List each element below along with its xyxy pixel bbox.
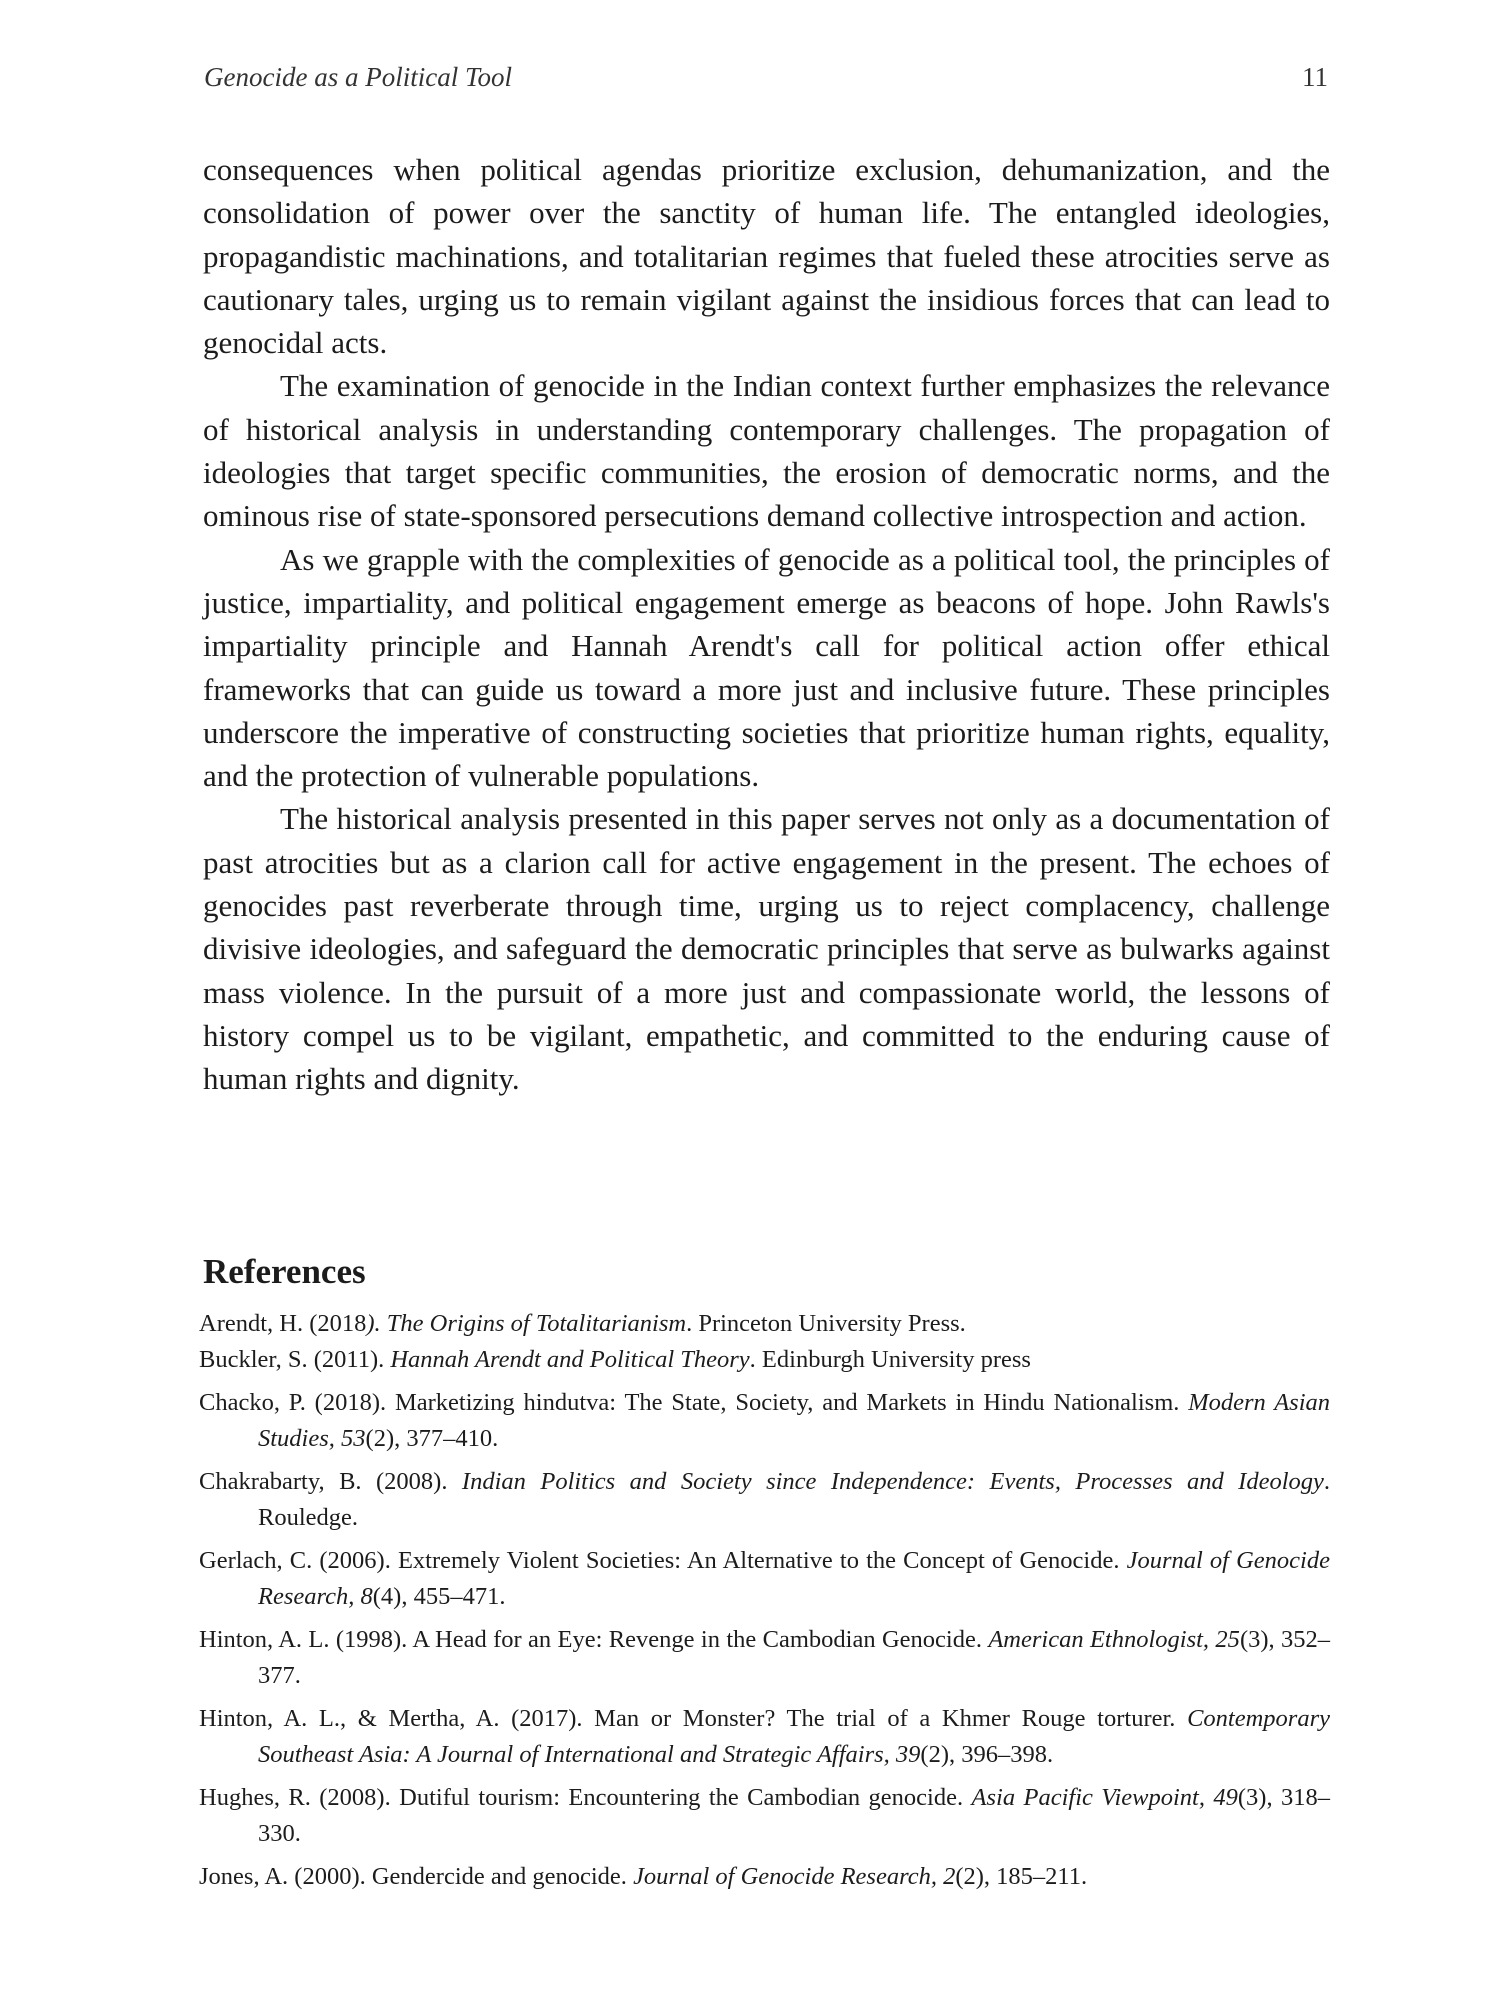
- body-text: [203, 148, 1330, 1101]
- reference-title: Indian Politics and Society since Independence: Events, Processes and Ideology: [461, 1468, 1324, 1495]
- reference-item: [199, 1701, 1330, 1773]
- paragraph: As we grapple with the complexities of genocide as a political tool, the principles of justice, impartiality, and political engagement emerge as beacons of hope. John Rawls's impartiality principle and Hannah Arendt's call for political action offer ethical frameworks that can guide us toward a more just and inclusive future. These principles underscore the imperative of constructing societies that prioritize human rights, equality, and the protection of vulnerable populations.: [203, 541, 1330, 794]
- reference-authors: Hinton, A. L., & Mertha, A. (2017). Man or Monster? The trial of a Khmer Rouge torturer.: [199, 1705, 1188, 1732]
- reference-authors: Hughes, R. (2008). Dutiful tourism: Encountering the Cambodian genocide.: [199, 1784, 972, 1811]
- reference-details: (2), 185–211.: [955, 1863, 1088, 1890]
- reference-item: [199, 1780, 1330, 1852]
- reference-details: . Rouledge.: [258, 1468, 1331, 1531]
- running-title: Genocide as a Political Tool: [204, 62, 512, 92]
- reference-item: [199, 1859, 1330, 1895]
- reference-title: American Ethnologist, 25: [988, 1626, 1240, 1653]
- reference-authors: Buckler, S. (2011).: [199, 1346, 391, 1373]
- reference-title: Asia Pacific Viewpoint, 49: [971, 1784, 1238, 1811]
- paragraph: The historical analysis presented in this paper serves not only as a documentation of past atrocities but as a clarion call for active engagement in the present. The echoes of genocides past reverberate through time, urging us to reject complacency, challenge divisive ideologies, and safeguard the democratic principles that serve as bulwarks against mass violence. In the pursuit of a more just and compassionate world, the lessons of history compel us to be vigilant, empathetic, and committed to the enduring cause of human rights and dignity.: [203, 801, 1330, 1097]
- reference-title: Hannah Arendt and Political Theory: [390, 1346, 750, 1373]
- reference-authors: Arendt, H. (2018: [199, 1310, 367, 1337]
- reference-authors: Jones, A. (2000). Gendercide and genocide.: [199, 1863, 634, 1890]
- reference-details: (3), 318–330.: [258, 1784, 1330, 1847]
- reference-details: (2), 377–410.: [365, 1425, 499, 1452]
- reference-title: Contemporary Southeast Asia: A Journal of International and Strategic Affairs, 39: [258, 1705, 1330, 1768]
- reference-item: [199, 1385, 1330, 1457]
- reference-details: . Princeton University Press.: [686, 1310, 966, 1337]
- reference-item: [199, 1543, 1330, 1615]
- paragraph: consequences when political agendas prioritize exclusion, dehumanization, and the consolidation of power over the sanctity of human life. The entangled ideologies, propagandistic machinations, and totalitarian regimes that fueled these atrocities serve as cautionary tales, urging us to remain vigilant against the insidious forces that can lead to genocidal acts.: [203, 152, 1330, 361]
- references-list: [199, 1306, 1330, 1902]
- references-heading: References: [203, 1252, 366, 1291]
- reference-details: (4), 455–471.: [372, 1583, 506, 1610]
- reference-authors: Gerlach, C. (2006). Extremely Violent Societies: An Alternative to the Concept of Genocide.: [199, 1547, 1127, 1574]
- paragraph: The examination of genocide in the Indian context further emphasizes the relevance of historical analysis in understanding contemporary challenges. The propagation of ideologies that target specific communities, the erosion of democratic norms, and the ominous rise of state-sponsored persecutions demand collective introspection and action.: [203, 368, 1330, 534]
- reference-authors: Chakrabarty, B. (2008).: [199, 1468, 462, 1495]
- reference-item: [199, 1306, 1330, 1342]
- reference-details: (3), 352–377.: [258, 1626, 1331, 1689]
- reference-item: [199, 1622, 1330, 1694]
- reference-item: [199, 1342, 1330, 1378]
- reference-details: (2), 396–398.: [920, 1741, 1054, 1768]
- reference-title: ). The Origins of Totalitarianism: [366, 1310, 687, 1337]
- reference-title: Journal of Genocide Research, 2: [633, 1863, 956, 1890]
- reference-title: Journal of Genocide Research, 8: [258, 1547, 1330, 1610]
- reference-title: Modern Asian Studies, 53: [258, 1389, 1331, 1452]
- reference-authors: Hinton, A. L. (1998). A Head for an Eye: Revenge in the Cambodian Genocide.: [199, 1626, 989, 1653]
- page-header: [204, 62, 1328, 102]
- reference-item: [199, 1464, 1330, 1536]
- reference-authors: Chacko, P. (2018). Marketizing hindutva: The State, Society, and Markets in Hindu Nationalism.: [199, 1389, 1189, 1416]
- reference-details: . Edinburgh University press: [749, 1346, 1031, 1373]
- page-number: 11: [1302, 62, 1328, 92]
